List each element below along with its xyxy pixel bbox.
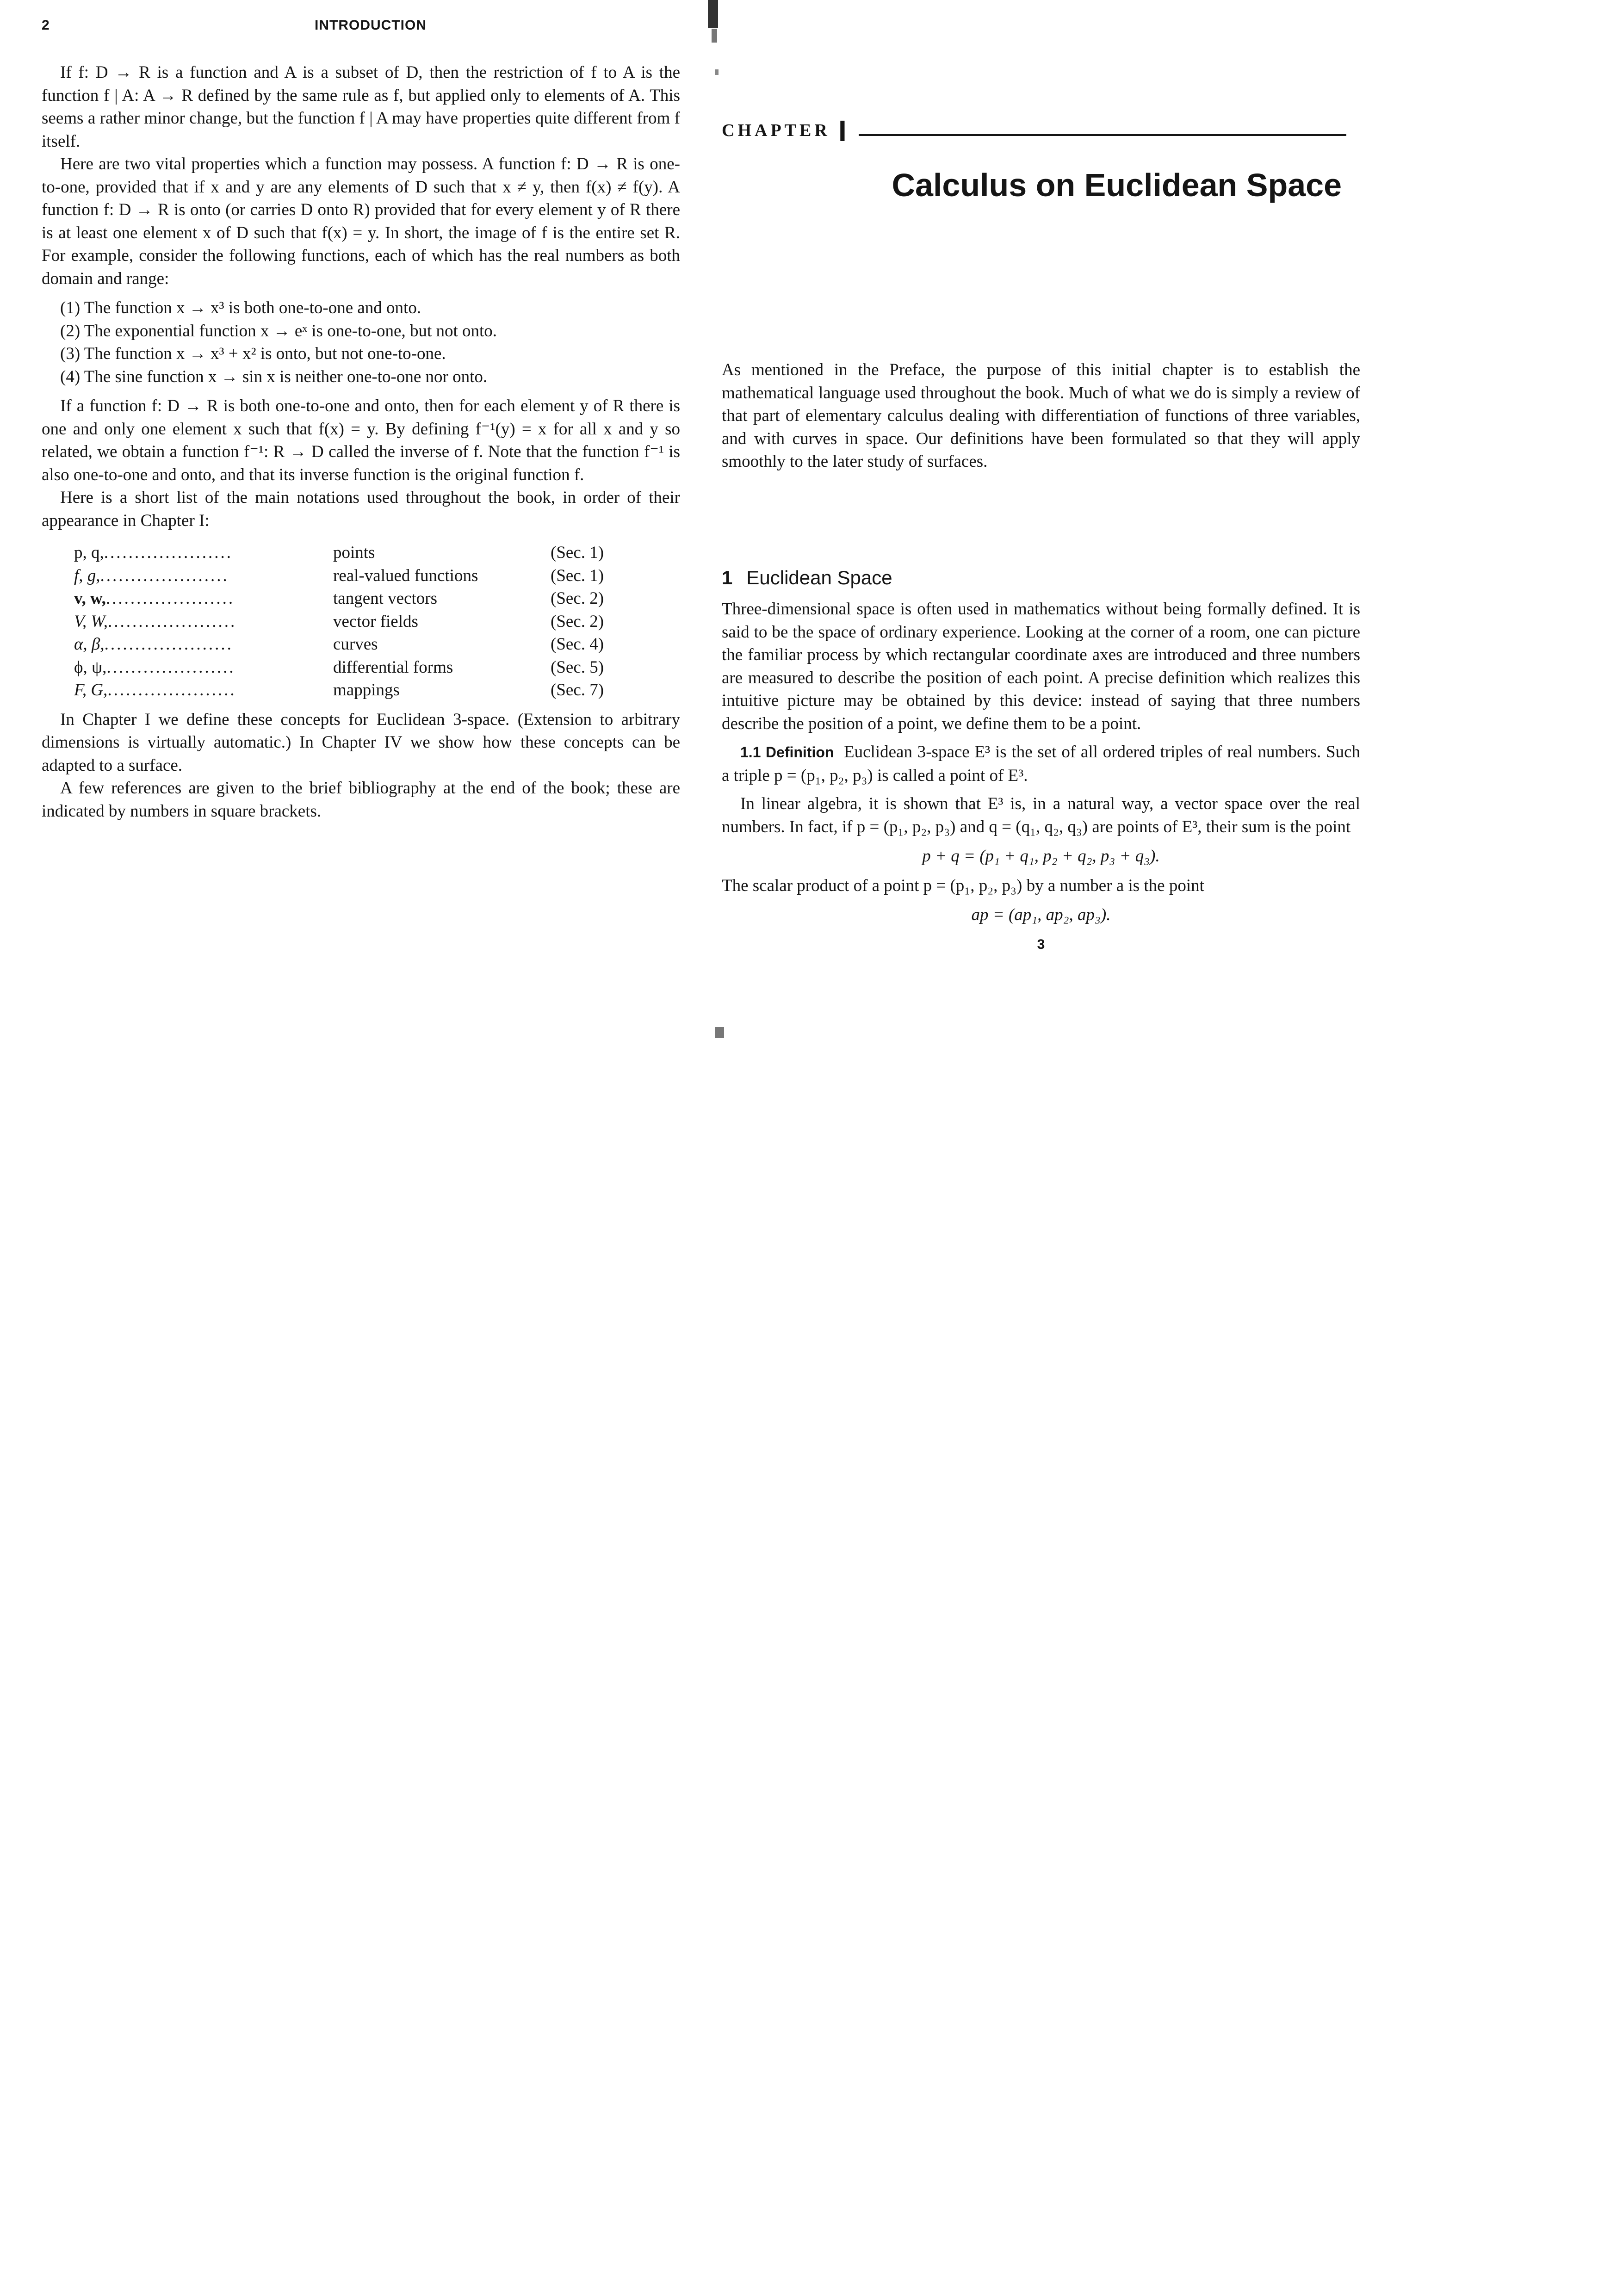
notation-meaning: vector fields bbox=[333, 612, 418, 631]
definition-text: Euclidean 3-space E³ is the set of all ordered triples of real numbers. Such a triple p = (p₁, p₂, p₃) is called a point of E³. bbox=[722, 743, 1361, 785]
notation-symbol: f, g, bbox=[74, 566, 100, 585]
notation-meaning: differential forms bbox=[333, 657, 453, 677]
table-row: v, w,..................... tangent vectors (Sec. 2) bbox=[42, 587, 643, 610]
table-row: α, β,..................... curves (Sec. 4) bbox=[42, 633, 643, 656]
notation-section: (Sec. 2) bbox=[551, 589, 604, 608]
notation-meaning: curves bbox=[333, 635, 378, 654]
table-row: F, G,..................... mappings (Sec. 7) bbox=[42, 679, 643, 702]
notation-symbol: v, w, bbox=[74, 589, 106, 608]
notation-table bbox=[42, 541, 643, 702]
notation-symbol: α, β, bbox=[74, 635, 105, 654]
notation-meaning: points bbox=[333, 543, 375, 562]
scalar-formula: ap = (ap₁, ap₂, ap₃). bbox=[971, 905, 1111, 924]
notation-symbol: V, W, bbox=[74, 612, 108, 631]
notation-section: (Sec. 4) bbox=[551, 635, 604, 654]
left-body bbox=[42, 61, 680, 823]
list-item: (3) The function x → x³ + x² is onto, but not one-to-one. bbox=[60, 344, 446, 363]
chapter-rule bbox=[859, 134, 1346, 136]
notation-section: (Sec. 1) bbox=[551, 566, 604, 585]
chapter-intro bbox=[722, 359, 1360, 473]
section-heading bbox=[722, 567, 892, 589]
chapter-title: Calculus on Euclidean Space bbox=[892, 167, 1342, 203]
table-row: f, g,..................... real-valued functions (Sec. 1) bbox=[42, 564, 643, 588]
paragraph-restriction: If f: D → R is a function and A is a subset of D, then the restriction of f to A is the function f | A: A → R defined by the same rule as f, but applied only to elements of A. This seems a rather minor change, but the function f | A may have properties quite different from f itself. bbox=[42, 63, 680, 151]
notation-section: (Sec. 7) bbox=[551, 681, 604, 699]
section-title: Euclidean Space bbox=[746, 567, 892, 588]
paragraph-notation-intro: Here is a short list of the main notations used throughout the book, in order of their appearance in Chapter I: bbox=[42, 488, 680, 530]
paragraph-section: Three-dimensional space is often used in mathematics without being formally defined. It is said to be the space of ordinary experience. Looking at the corner of a room, one can picture the familiar process by which rectangular coordinate axes are introduced and three numbers are measured to describe the position of each point. A precise definition which realizes this intuitive picture may be obtained by this device: instead of saying that three numbers describe the position of a point, we define them to be a point. bbox=[722, 600, 1360, 733]
sum-formula: p + q = (p₁ + q₁, p₂ + q₂, p₃ + q₃). bbox=[922, 847, 1160, 866]
table-row: V, W,..................... vector fields (Sec. 2) bbox=[42, 610, 643, 633]
notation-meaning: real-valued functions bbox=[333, 566, 478, 585]
section-body bbox=[722, 598, 1360, 956]
running-head-title: INTRODUCTION bbox=[315, 18, 427, 33]
notation-meaning: tangent vectors bbox=[333, 589, 437, 608]
running-head bbox=[42, 18, 680, 36]
paragraph-properties: Here are two vital properties which a function may possess. A function f: D → R is one-to-one, provided that if x and y are any elements of D such that x ≠ y, then f(x) ≠ f(y). A function f: D → R is onto (or carries D onto R) provided that for every element y of R there is at least one element x of D such that f(x) = y. In short, the image of f is the entire set R. For example, consider the following functions, each of which has the real numbers as both domain and range: bbox=[42, 155, 680, 288]
notation-section: (Sec. 5) bbox=[551, 657, 604, 677]
chapter-heading bbox=[722, 114, 1360, 148]
left-page bbox=[42, 0, 680, 1110]
function-examples-list bbox=[42, 297, 680, 388]
paragraph-references: A few references are given to the brief bibliography at the end of the book; these are indicated by numbers in square brackets. bbox=[42, 779, 680, 821]
definition-label: 1.1 Definition bbox=[740, 744, 834, 761]
notation-symbol: p, q, bbox=[74, 543, 104, 562]
list-item: (2) The exponential function x → eˣ is one-to-one, but not onto. bbox=[60, 321, 497, 340]
list-item: (4) The sine function x → sin x is neither one-to-one nor onto. bbox=[60, 367, 488, 386]
notation-section: (Sec. 2) bbox=[551, 612, 604, 631]
section-number: 1 bbox=[722, 567, 733, 588]
notation-meaning: mappings bbox=[333, 681, 400, 699]
scan-speck bbox=[708, 0, 718, 28]
page-number-left: 2 bbox=[42, 18, 50, 33]
chapter-word: CHAPTER bbox=[722, 121, 830, 140]
table-row: ϕ, ψ,..................... differential forms (Sec. 5) bbox=[42, 656, 643, 679]
paragraph-chapter-overview: In Chapter I we define these concepts for Euclidean 3-space. (Extension to arbitrary dimensions is virtually automatic.) In Chapter IV we show how these concepts can be adapted to a surface. bbox=[42, 710, 680, 775]
paragraph-inverse: If a function f: D → R is both one-to-one and onto, then for each element y of R there is one and only one element x such that f(x) = y. By defining f⁻¹(y) = x for all x and y so related, we obtain a function f⁻¹: R → D called the inverse of f. Note that the function f⁻¹ is also one-to-one and onto, and that its inverse function is the original function f. bbox=[42, 396, 680, 484]
list-item: (1) The function x → x³ is both one-to-one and onto. bbox=[60, 298, 421, 317]
notation-symbol: ϕ, ψ, bbox=[74, 657, 107, 677]
notation-section: (Sec. 1) bbox=[551, 543, 604, 562]
definition bbox=[722, 741, 1360, 787]
page-number-right: 3 bbox=[1037, 936, 1045, 952]
table-row: p, q,..................... points (Sec. 1) bbox=[42, 541, 643, 564]
paragraph-linear-algebra: In linear algebra, it is shown that E³ is, in a natural way, a vector space over the real numbers. In fact, if p = (p₁, p₂, p₃) and q = (q₁, q₂, q₃) are points of E³, their sum is the point bbox=[722, 794, 1360, 836]
paragraph-intro: As mentioned in the Preface, the purpose of this initial chapter is to establish the mathematical language used throughout the book. Much of what we do is simply a review of that part of elementary calculus dealing with differentiation of functions of three variables, and with curves in space. Our definitions have been formulated so that they will apply smoothly to the later study of surfaces. bbox=[722, 360, 1360, 471]
scan-speck bbox=[712, 29, 717, 43]
right-page bbox=[722, 0, 1360, 1110]
chapter-number: I bbox=[838, 114, 847, 148]
scan-speck bbox=[715, 69, 719, 75]
paragraph-scalar: The scalar product of a point p = (p₁, p₂, p₃) by a number a is the point bbox=[722, 876, 1204, 895]
notation-symbol: F, G, bbox=[74, 681, 108, 699]
